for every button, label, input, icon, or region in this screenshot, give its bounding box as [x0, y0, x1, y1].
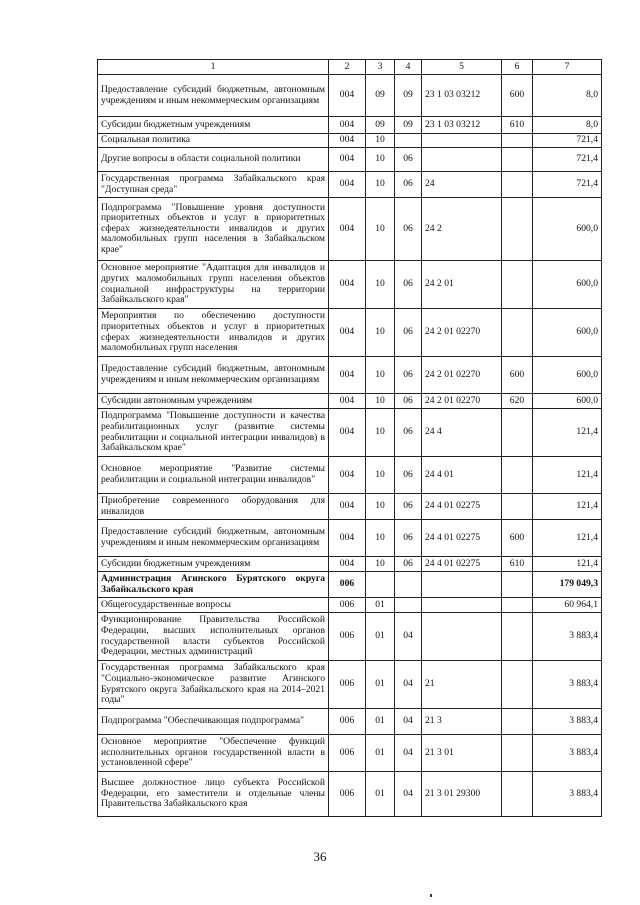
- admin-code-cell: 004: [329, 309, 366, 357]
- subsection-code-cell: 06: [395, 457, 422, 494]
- section-code-cell: 10: [366, 357, 395, 394]
- expense-type-cell: [502, 494, 533, 520]
- target-article-cell: 21 3 01 29300: [422, 772, 502, 817]
- section-code-cell: 09: [366, 117, 395, 134]
- amount-cell: 721,4: [533, 172, 602, 198]
- subsection-code-cell: 06: [395, 394, 422, 409]
- subsection-code-cell: 04: [395, 613, 422, 661]
- amount-cell: 121,4: [533, 409, 602, 457]
- item-name-cell: Предоставление субсидий бюджетным, автономным учреждениям и иным некоммерческим организациям: [98, 357, 329, 394]
- table-row: [98, 394, 602, 409]
- admin-code-cell: 004: [329, 117, 366, 134]
- table-row: [98, 172, 602, 198]
- section-code-cell: 10: [366, 172, 395, 198]
- item-name-cell: Другие вопросы в области социальной политики: [98, 148, 329, 172]
- section-code-cell: 10: [366, 394, 395, 409]
- table-row: [98, 457, 602, 494]
- section-code-cell: 10: [366, 148, 395, 172]
- expense-type-cell: [502, 613, 533, 661]
- item-name-cell: Субсидии автономным учреждениям: [98, 394, 329, 409]
- subsection-code-cell: [395, 134, 422, 148]
- section-code-cell: 01: [366, 709, 395, 735]
- item-name-cell: Основное мероприятие "Обеспечение функций исполнительных органов государственной власти в установленной сфере": [98, 735, 329, 772]
- admin-code-cell: 004: [329, 557, 366, 572]
- admin-code-cell: 004: [329, 457, 366, 494]
- amount-cell: 600,0: [533, 394, 602, 409]
- item-name-cell: Предоставление субсидий бюджетным, автономным учреждениям и иным некоммерческим организациям: [98, 520, 329, 557]
- target-article-cell: 21 3 01: [422, 735, 502, 772]
- admin-code-cell: 006: [329, 772, 366, 817]
- subsection-code-cell: 09: [395, 117, 422, 134]
- table-row: [98, 613, 602, 661]
- admin-code-cell: 004: [329, 520, 366, 557]
- amount-cell: 121,4: [533, 520, 602, 557]
- subsection-code-cell: [395, 598, 422, 613]
- target-article-cell: 24 4 01: [422, 457, 502, 494]
- target-article-cell: [422, 598, 502, 613]
- subsection-code-cell: 06: [395, 494, 422, 520]
- amount-cell: 3 883,4: [533, 661, 602, 709]
- amount-cell: 3 883,4: [533, 613, 602, 661]
- expense-type-cell: [502, 772, 533, 817]
- budget-table-body: [98, 60, 602, 817]
- subsection-code-cell: 04: [395, 772, 422, 817]
- expense-type-cell: 610: [502, 557, 533, 572]
- table-row: [98, 75, 602, 117]
- table-row: [98, 520, 602, 557]
- section-code-cell: 10: [366, 309, 395, 357]
- admin-code-cell: 004: [329, 261, 366, 309]
- expense-type-cell: [502, 261, 533, 309]
- amount-cell: 8,0: [533, 117, 602, 134]
- table-row: [98, 772, 602, 817]
- expense-type-cell: [502, 457, 533, 494]
- expense-type-cell: 610: [502, 117, 533, 134]
- item-name-cell: Основное мероприятие "Адаптация для инвалидов и других маломобильных групп населения объектов социальной инфраструктуры на территории Забайкальского края": [98, 261, 329, 309]
- amount-cell: 600,0: [533, 309, 602, 357]
- expense-type-cell: [502, 134, 533, 148]
- table-row: [98, 309, 602, 357]
- header-cell: 1: [98, 60, 329, 75]
- admin-code-cell: 006: [329, 735, 366, 772]
- item-name-cell: Субсидии бюджетным учреждениям: [98, 117, 329, 134]
- item-name-cell: Высшее должностное лицо субъекта Российской Федерации, его заместители и отдельные члены Правительства Забайкальского края: [98, 772, 329, 817]
- table-row: [98, 709, 602, 735]
- amount-cell: 179 049,3: [533, 572, 602, 598]
- table-row: [98, 572, 602, 598]
- admin-code-cell: 004: [329, 394, 366, 409]
- subsection-code-cell: 06: [395, 309, 422, 357]
- admin-code-cell: 006: [329, 613, 366, 661]
- table-row: [98, 494, 602, 520]
- admin-code-cell: 006: [329, 598, 366, 613]
- target-article-cell: 21 3: [422, 709, 502, 735]
- item-name-cell: Подпрограмма "Обеспечивающая подпрограмма": [98, 709, 329, 735]
- admin-code-cell: 004: [329, 198, 366, 261]
- expense-type-cell: 600: [502, 520, 533, 557]
- item-name-cell: Администрация Агинского Бурятского округа Забайкальского края: [98, 572, 329, 598]
- expense-type-cell: [502, 735, 533, 772]
- table-row: [98, 134, 602, 148]
- admin-code-cell: 004: [329, 134, 366, 148]
- admin-code-cell: 004: [329, 357, 366, 394]
- table-row: [98, 148, 602, 172]
- section-code-cell: 10: [366, 494, 395, 520]
- item-name-cell: Подпрограмма "Повышение уровня доступности приоритетных объектов и услуг в приоритетных сферах жизнедеятельности инвалидов и других маломобильных групп населения в Забайкальском крае": [98, 198, 329, 261]
- section-code-cell: 10: [366, 520, 395, 557]
- section-code-cell: 01: [366, 613, 395, 661]
- item-name-cell: Мероприятия по обеспечению доступности приоритетных объектов и услуг в приоритетных сферах жизнедеятельности инвалидов и других маломобильных групп населения: [98, 309, 329, 357]
- target-article-cell: 24 4 01 02275: [422, 494, 502, 520]
- section-code-cell: 10: [366, 557, 395, 572]
- target-article-cell: [422, 572, 502, 598]
- subsection-code-cell: 06: [395, 357, 422, 394]
- amount-cell: 600,0: [533, 198, 602, 261]
- item-name-cell: Подпрограмма "Повышение доступности и качества реабилитационных услуг (развитие системы реабилитации и социальной интеграции инвалидов) в Забайкальском крае": [98, 409, 329, 457]
- subsection-code-cell: 09: [395, 75, 422, 117]
- header-cell: 4: [395, 60, 422, 75]
- item-name-cell: Общегосударственные вопросы: [98, 598, 329, 613]
- amount-cell: 3 883,4: [533, 772, 602, 817]
- target-article-cell: 24: [422, 172, 502, 198]
- target-article-cell: 24 4 01 02275: [422, 557, 502, 572]
- section-code-cell: 01: [366, 598, 395, 613]
- subsection-code-cell: 06: [395, 198, 422, 261]
- subsection-code-cell: [395, 572, 422, 598]
- target-article-cell: 24 4: [422, 409, 502, 457]
- expense-type-cell: 620: [502, 394, 533, 409]
- table-row: [98, 409, 602, 457]
- target-article-cell: 21: [422, 661, 502, 709]
- table-row: [98, 735, 602, 772]
- section-code-cell: 10: [366, 261, 395, 309]
- target-article-cell: 24 2 01: [422, 261, 502, 309]
- subsection-code-cell: 06: [395, 261, 422, 309]
- expense-type-cell: 600: [502, 75, 533, 117]
- admin-code-cell: 004: [329, 172, 366, 198]
- expense-type-cell: [502, 709, 533, 735]
- expense-type-cell: [502, 148, 533, 172]
- section-code-cell: 10: [366, 198, 395, 261]
- target-article-cell: [422, 134, 502, 148]
- scan-mark: [430, 894, 432, 897]
- item-name-cell: Предоставление субсидий бюджетным, автономным учреждениям и иным некоммерческим организациям: [98, 75, 329, 117]
- section-code-cell: 01: [366, 735, 395, 772]
- expense-type-cell: 600: [502, 357, 533, 394]
- subsection-code-cell: 06: [395, 520, 422, 557]
- amount-cell: 3 883,4: [533, 709, 602, 735]
- expense-type-cell: [502, 661, 533, 709]
- table-row: [98, 661, 602, 709]
- header-cell: 6: [502, 60, 533, 75]
- target-article-cell: 24 4 01 02275: [422, 520, 502, 557]
- target-article-cell: 23 1 03 03212: [422, 117, 502, 134]
- amount-cell: 721,4: [533, 148, 602, 172]
- amount-cell: 600,0: [533, 261, 602, 309]
- subsection-code-cell: 06: [395, 148, 422, 172]
- section-code-cell: 10: [366, 409, 395, 457]
- expense-type-cell: [502, 409, 533, 457]
- target-article-cell: 24 2: [422, 198, 502, 261]
- target-article-cell: 24 2 01 02270: [422, 357, 502, 394]
- target-article-cell: [422, 613, 502, 661]
- section-code-cell: [366, 572, 395, 598]
- admin-code-cell: 006: [329, 572, 366, 598]
- item-name-cell: Государственная программа Забайкальского края "Социально-экономическое развитие Агинского Бурятского округа Забайкальского края на 2014–2021 годы": [98, 661, 329, 709]
- table-row: [98, 261, 602, 309]
- item-name-cell: Основное мероприятие "Развитие системы реабилитации и социальной интеграции инвалидов": [98, 457, 329, 494]
- subsection-code-cell: 06: [395, 557, 422, 572]
- amount-cell: 121,4: [533, 457, 602, 494]
- admin-code-cell: 004: [329, 148, 366, 172]
- amount-cell: 3 883,4: [533, 735, 602, 772]
- target-article-cell: 23 1 03 03212: [422, 75, 502, 117]
- header-cell: 7: [533, 60, 602, 75]
- subsection-code-cell: 06: [395, 409, 422, 457]
- item-name-cell: Государственная программа Забайкальского края "Доступная среда": [98, 172, 329, 198]
- header-row: [98, 60, 602, 75]
- table-row: [98, 357, 602, 394]
- budget-table: [97, 59, 602, 817]
- subsection-code-cell: 04: [395, 661, 422, 709]
- table-row: [98, 598, 602, 613]
- header-cell: 5: [422, 60, 502, 75]
- amount-cell: 600,0: [533, 357, 602, 394]
- header-cell: 2: [329, 60, 366, 75]
- admin-code-cell: 006: [329, 661, 366, 709]
- admin-code-cell: 004: [329, 494, 366, 520]
- item-name-cell: Приобретение современного оборудования для инвалидов: [98, 494, 329, 520]
- subsection-code-cell: 04: [395, 709, 422, 735]
- target-article-cell: 24 2 01 02270: [422, 309, 502, 357]
- page-number: 36: [313, 849, 327, 864]
- table-row: [98, 198, 602, 261]
- amount-cell: 121,4: [533, 557, 602, 572]
- expense-type-cell: [502, 198, 533, 261]
- expense-type-cell: [502, 572, 533, 598]
- amount-cell: 721,4: [533, 134, 602, 148]
- budget-table-sheet: [97, 59, 601, 817]
- expense-type-cell: [502, 309, 533, 357]
- section-code-cell: 01: [366, 772, 395, 817]
- expense-type-cell: [502, 598, 533, 613]
- amount-cell: 8,0: [533, 75, 602, 117]
- table-row: [98, 117, 602, 134]
- admin-code-cell: 004: [329, 75, 366, 117]
- section-code-cell: 10: [366, 457, 395, 494]
- admin-code-cell: 006: [329, 709, 366, 735]
- expense-type-cell: [502, 172, 533, 198]
- item-name-cell: Функционирование Правительства Российской Федерации, высших исполнительных органов государственной власти субъектов Российской Федерации, местных администраций: [98, 613, 329, 661]
- target-article-cell: [422, 148, 502, 172]
- amount-cell: 121,4: [533, 494, 602, 520]
- table-row: [98, 557, 602, 572]
- admin-code-cell: 004: [329, 409, 366, 457]
- target-article-cell: 24 2 01 02270: [422, 394, 502, 409]
- section-code-cell: 10: [366, 134, 395, 148]
- header-cell: 3: [366, 60, 395, 75]
- amount-cell: 60 964,1: [533, 598, 602, 613]
- subsection-code-cell: 04: [395, 735, 422, 772]
- subsection-code-cell: 06: [395, 172, 422, 198]
- section-code-cell: 09: [366, 75, 395, 117]
- section-code-cell: 01: [366, 661, 395, 709]
- item-name-cell: Субсидии бюджетным учреждениям: [98, 557, 329, 572]
- item-name-cell: Социальная политика: [98, 134, 329, 148]
